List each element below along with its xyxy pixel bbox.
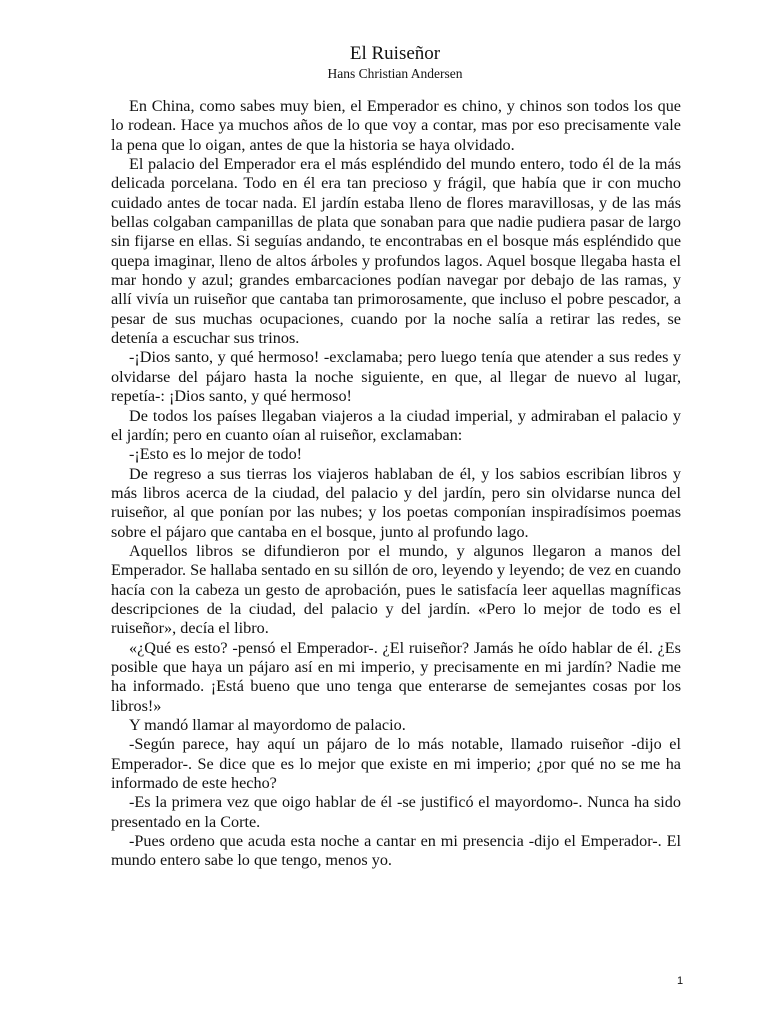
paragraph: De regreso a sus tierras los viajeros hablaban de él, y los sabios escribían libros y más libros acerca de la ciudad, del palacio y del jardín, pero sin olvidarse nunca del ruiseñor, al que ponían por las nubes; y los poetas componían inspiradísimos poemas sobre el pájaro que cantaba en el bosque, junto al profundo lago. — [111, 464, 681, 541]
paragraph: -Es la primera vez que oigo hablar de él -se justificó el mayordomo-. Nunca ha sido presentado en la Corte. — [111, 793, 681, 831]
document-author: Hans Christian Andersen — [327, 66, 463, 81]
paragraph: En China, como sabes muy bien, el Emperador es chino, y chinos son todos los que lo rodean. Hace ya muchos años de lo que voy a contar, mas por eso precisamente vale la pena que lo oigan, antes de que la historia se haya olvidado. — [111, 97, 681, 154]
page-number: 1 — [676, 975, 684, 987]
story-body — [111, 97, 681, 871]
paragraph: -¡Dios santo, y qué hermoso! -exclamaba; pero luego tenía que atender a sus redes y olvidarse del pájaro hasta la noche siguiente, en que, al llegar de nuevo al lugar, repetía-: ¡Dios santo, y qué hermoso! — [111, 348, 681, 406]
paragraph: Y mandó llamar al mayordomo de palacio. — [129, 716, 406, 734]
paragraph: De todos los países llegaban viajeros a la ciudad imperial, y admiraban el palacio y el jardín; pero en cuanto oían al ruiseñor, exclamaban: — [111, 406, 681, 444]
paragraph: El palacio del Emperador era el más espléndido del mundo entero, todo él de la más delicada porcelana. Todo en él era tan precioso y frágil, que había que ir con mucho cuidado antes de tocar nada. El jardín estaba lleno de flores maravillosas, y de las más bellas colgaban campanillas de plata que sonaban para que nadie pudiera pasar de largo sin fijarse en ellas. Si seguías andando, te encontrabas en el bosque más espléndido que quepa imaginar, lleno de altos árboles y profundos lagos. Aquel bosque llegaba hasta el mar hondo y azul; grandes embarcaciones podían navegar por debajo de las ramas, y allí vivía un ruiseñor que cantaba tan primorosamente, que incluso el pobre pescador, a pesar de sus muchas ocupaciones, cuando por la noche salía a retirar las redes, se detenía a escuchar sus trinos. — [111, 155, 681, 348]
paragraph: Aquellos libros se difundieron por el mundo, y algunos llegaron a manos del Emperador. Se hallaba sentado en su sillón de oro, leyendo y leyendo; de vez en cuando hacía con la cabeza un gesto de aprobación, pues le satisfacía leer aquellas magníficas descripciones de la ciudad, del palacio y del jardín. «Pero lo mejor de todo es el ruiseñor», decía el libro. — [111, 541, 681, 638]
paragraph: -Pues ordeno que acuda esta noche a cantar en mi presencia -dijo el Emperador-. El mundo entero sabe lo que tengo, menos yo. — [111, 832, 681, 870]
document-title: El Ruiseñor — [349, 43, 441, 64]
paragraph: -¡Esto es lo mejor de todo! — [129, 445, 303, 464]
paragraph: «¿Qué es esto? -pensó el Emperador-. ¿El ruiseñor? Jamás he oído hablar de él. ¿Es posible que haya un pájaro así en mi imperio, y precisamente en mi jardín? Nadie me ha informado. ¡Está bueno que uno tenga que enterarse de semejantes cosas por los libros!» — [111, 638, 681, 715]
paragraph: -Según parece, hay aquí un pájaro de lo más notable, llamado ruiseñor -dijo el Emperador-. Se dice que es lo mejor que existe en mi imperio; ¿por qué no se me ha informado de este hecho? — [111, 735, 681, 793]
